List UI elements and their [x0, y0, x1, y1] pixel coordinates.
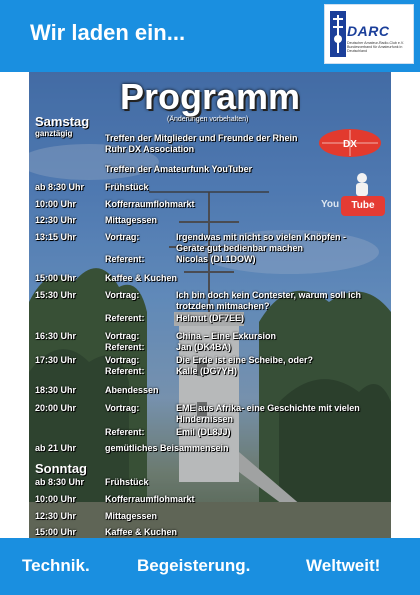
- footer-banner: [0, 538, 420, 595]
- darc-logo-text: DARC: [347, 23, 390, 39]
- sun-time-0: ab 8:30 Uhr: [35, 477, 85, 487]
- sat-time-2: 12:30 Uhr: [35, 215, 77, 225]
- sat-ref-label-7: Referent:: [105, 366, 145, 376]
- day-saturday: Samstag: [35, 114, 90, 129]
- sat-time-3: 13:15 Uhr: [35, 232, 77, 242]
- allday-event-1: Treffen der Mitglieder und Freunde der Rhein Ruhr DX Association: [105, 133, 298, 154]
- sun-time-1: 10:00 Uhr: [35, 494, 77, 504]
- darc-logo-subtext: Deutscher Amateur-Radio-Club e.V. Bundesverband für Amateurfunk in Deutschland: [347, 41, 404, 54]
- sat-text-5: Ich bin doch kein Contester, warum soll ich trotzdem mitmachen?: [176, 290, 362, 311]
- sat-event-4: Kaffee & Kuchen: [105, 273, 178, 283]
- sat-label-9: Vortrag:: [105, 403, 140, 413]
- allday-label: ganztägig: [35, 129, 73, 138]
- sat-label-5: Vortrag:: [105, 290, 140, 300]
- header-banner: [0, 0, 420, 72]
- sat-event-1: Kofferraumflohmarkt: [105, 199, 195, 209]
- sat-text-9: EME aus Afrika- eine Geschichte mit vielen Hindernissen: [176, 403, 360, 424]
- sat-time-7: 17:30 Uhr: [35, 355, 77, 365]
- day-sunday: Sonntag: [35, 461, 87, 476]
- sun-time-3: 15:00 Uhr: [35, 527, 77, 537]
- program-title: Programm: [119, 76, 301, 117]
- rrdxa-badge-icon: [317, 126, 383, 160]
- sat-time-6: 16:30 Uhr: [35, 331, 77, 341]
- footer-slogan-2: Begeisterung.: [137, 556, 251, 575]
- header-title: Wir laden ein...: [30, 20, 186, 45]
- sun-event-2: Mittagessen: [105, 511, 158, 521]
- sat-ref-9: Emil (DL8JJ): [176, 427, 231, 437]
- sat-ref-label-3: Referent:: [105, 254, 145, 264]
- sat-event-2: Mittagessen: [105, 215, 158, 225]
- sat-time-9: 20:00 Uhr: [35, 403, 77, 413]
- sat-time-0: ab 8:30 Uhr: [35, 182, 85, 192]
- sat-time-1: 10:00 Uhr: [35, 199, 77, 209]
- program-note: (Änderungen vorbehalten): [167, 116, 249, 123]
- sat-text-6: China – Eine Exkursion: [176, 331, 277, 341]
- sun-event-0: Frühstück: [105, 477, 149, 487]
- sat-ref-label-5: Referent:: [105, 313, 145, 323]
- sun-time-2: 12:30 Uhr: [35, 511, 77, 521]
- sat-label-7: Vortrag:: [105, 355, 140, 365]
- sat-label-6: Vortrag:: [105, 331, 140, 341]
- sun-event-1: Kofferraumflohmarkt: [105, 494, 195, 504]
- footer-slogan-1: Technik.: [22, 556, 90, 575]
- sat-time-4: 15:00 Uhr: [35, 273, 77, 283]
- youtube-badge-you: You: [321, 199, 340, 210]
- youtuber-figure-icon: [351, 172, 373, 198]
- sat-ref-3: Nicolas (DL1DOW): [176, 254, 256, 264]
- sat-time-5: 15:30 Uhr: [35, 290, 77, 300]
- allday-event-2: Treffen der Amateurfunk YouTuber: [105, 164, 253, 174]
- dx-badge-text: DX: [343, 139, 357, 150]
- sat-ref-5: Helmut (DF7EE): [176, 313, 245, 323]
- sat-text-3: Irgendwas mit nicht so vielen Knöpfen - Geräte gut bedienbar machen: [176, 232, 347, 253]
- youtube-badge-tube: Tube: [341, 196, 385, 216]
- sun-event-3: Kaffee & Kuchen: [105, 527, 178, 537]
- sat-ref-6: Jan (DK4BA): [176, 342, 232, 352]
- sat-text-7: Die Erde ist eine Scheibe, oder?: [176, 355, 314, 365]
- sat-time-10: ab 21 Uhr: [35, 443, 77, 453]
- sat-ref-7: Kalle (DG7YH): [176, 366, 238, 376]
- sat-event-10: gemütliches Beisammensein: [105, 443, 229, 453]
- footer-slogan-3: Weltweit!: [306, 556, 381, 575]
- darc-logo: [324, 4, 414, 64]
- sat-ref-label-6: Referent:: [105, 342, 145, 352]
- sat-ref-label-9: Referent:: [105, 427, 145, 437]
- program-panel: [29, 72, 391, 538]
- sat-event-0: Frühstück: [105, 182, 149, 192]
- darc-emblem-icon: [328, 9, 348, 59]
- sat-time-8: 18:30 Uhr: [35, 385, 77, 395]
- sat-event-8: Abendessen: [105, 385, 159, 395]
- sat-label-3: Vortrag:: [105, 232, 140, 242]
